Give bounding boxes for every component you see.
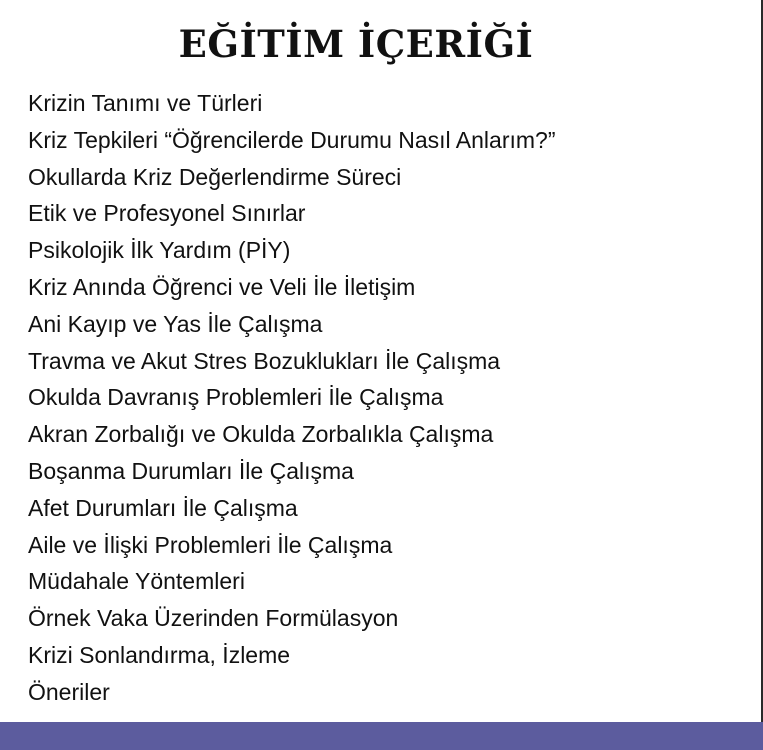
list-item: Öneriler [28, 678, 110, 705]
list-item: Okulda Davranış Problemleri İle Çalışma [28, 384, 444, 411]
list-item: Krizi Sonlandırma, İzleme [28, 641, 291, 668]
list-item: Müdahale Yöntemleri [28, 568, 245, 595]
list-item: Aile ve İlişki Problemleri İle Çalışma [28, 531, 393, 558]
list-item: Travma ve Akut Stres Bozuklukları İle Çalışma [28, 347, 501, 374]
list-item: Kriz Anında Öğrenci ve Veli İle İletişim [28, 273, 416, 300]
list-item: Örnek Vaka Üzerinden Formülasyon [28, 605, 399, 632]
footer-bar [0, 722, 763, 750]
list-item: Krizin Tanımı ve Türleri [28, 90, 263, 116]
list-item: Afet Durumları İle Çalışma [28, 494, 298, 521]
list-item: Akran Zorbalığı ve Okulda Zorbalıkla Çalışma [28, 421, 494, 448]
list-item: Etik ve Profesyonel Sınırlar [28, 200, 306, 227]
page-title: EĞİTİM İÇERİĞİ [178, 22, 534, 66]
list-item: Psikolojik İlk Yardım (PİY) [28, 237, 291, 264]
list-item: Kriz Tepkileri “Öğrencilerde Durumu Nasıl Anlarım?” [28, 126, 556, 153]
topic-list [28, 85, 555, 711]
list-item: Boşanma Durumları İle Çalışma [28, 457, 354, 484]
list-item: Ani Kayıp ve Yas İle Çalışma [28, 310, 323, 337]
list-item: Okullarda Kriz Değerlendirme Süreci [28, 163, 402, 190]
